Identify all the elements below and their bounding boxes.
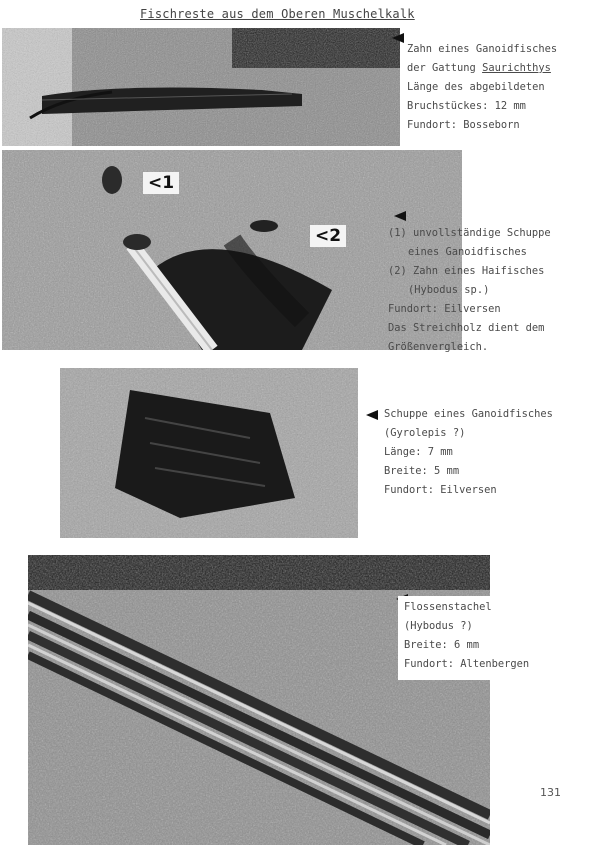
caption-fig4 [398, 596, 535, 680]
photo-saurichthys-tooth [2, 28, 400, 146]
page-number: 131 [540, 786, 561, 799]
caption-line: Breite: 6 mm [404, 639, 480, 651]
pointer-arrow [392, 33, 404, 43]
caption-line: Schuppe eines Ganoidfisches [384, 408, 553, 420]
caption-fig3 [384, 405, 553, 500]
pointer-arrow [394, 211, 406, 221]
caption-line: (2) Zahn eines Haifisches [388, 265, 545, 277]
caption-line: eines Ganoidfisches [408, 246, 527, 258]
caption-fig2 [388, 224, 551, 357]
caption-line: Fundort: Eilversen [384, 484, 497, 496]
caption-line: (1) unvollständige Schuppe [388, 227, 551, 239]
caption-line: Fundort: Bosseborn [407, 119, 520, 131]
caption-line: Das Streichholz dient dem [388, 322, 545, 334]
caption-fig1 [407, 40, 557, 135]
caption-line: (Hybodus sp.) [408, 284, 490, 296]
caption-line: Breite: 5 mm [384, 465, 460, 477]
pointer-arrow [366, 410, 378, 420]
caption-line: (Gyrolepis ?) [384, 427, 466, 439]
photo-gyrolepis-scale [60, 368, 358, 538]
caption-line: Fundort: Altenbergen [404, 658, 530, 670]
marker-2: <2 [310, 225, 346, 247]
genus-name: Saurichthys [482, 62, 551, 74]
caption-line: Bruchstückes: 12 mm [407, 100, 526, 112]
caption-line: Flossenstachel [404, 601, 492, 613]
caption-line: Fundort: Eilversen [388, 303, 501, 315]
marker-1: <1 [143, 172, 179, 194]
caption-line: der Gattung Saurichthys [407, 62, 551, 74]
caption-line: Länge: 7 mm [384, 446, 453, 458]
caption-line: Zahn eines Ganoidfisches [407, 43, 558, 55]
page-title: Fischreste aus dem Oberen Muschelkalk [140, 7, 415, 21]
caption-line: (Hybodus ?) [404, 620, 473, 632]
caption-line: Größenvergleich. [388, 341, 489, 353]
caption-line: Länge des abgebildeten [407, 81, 545, 93]
